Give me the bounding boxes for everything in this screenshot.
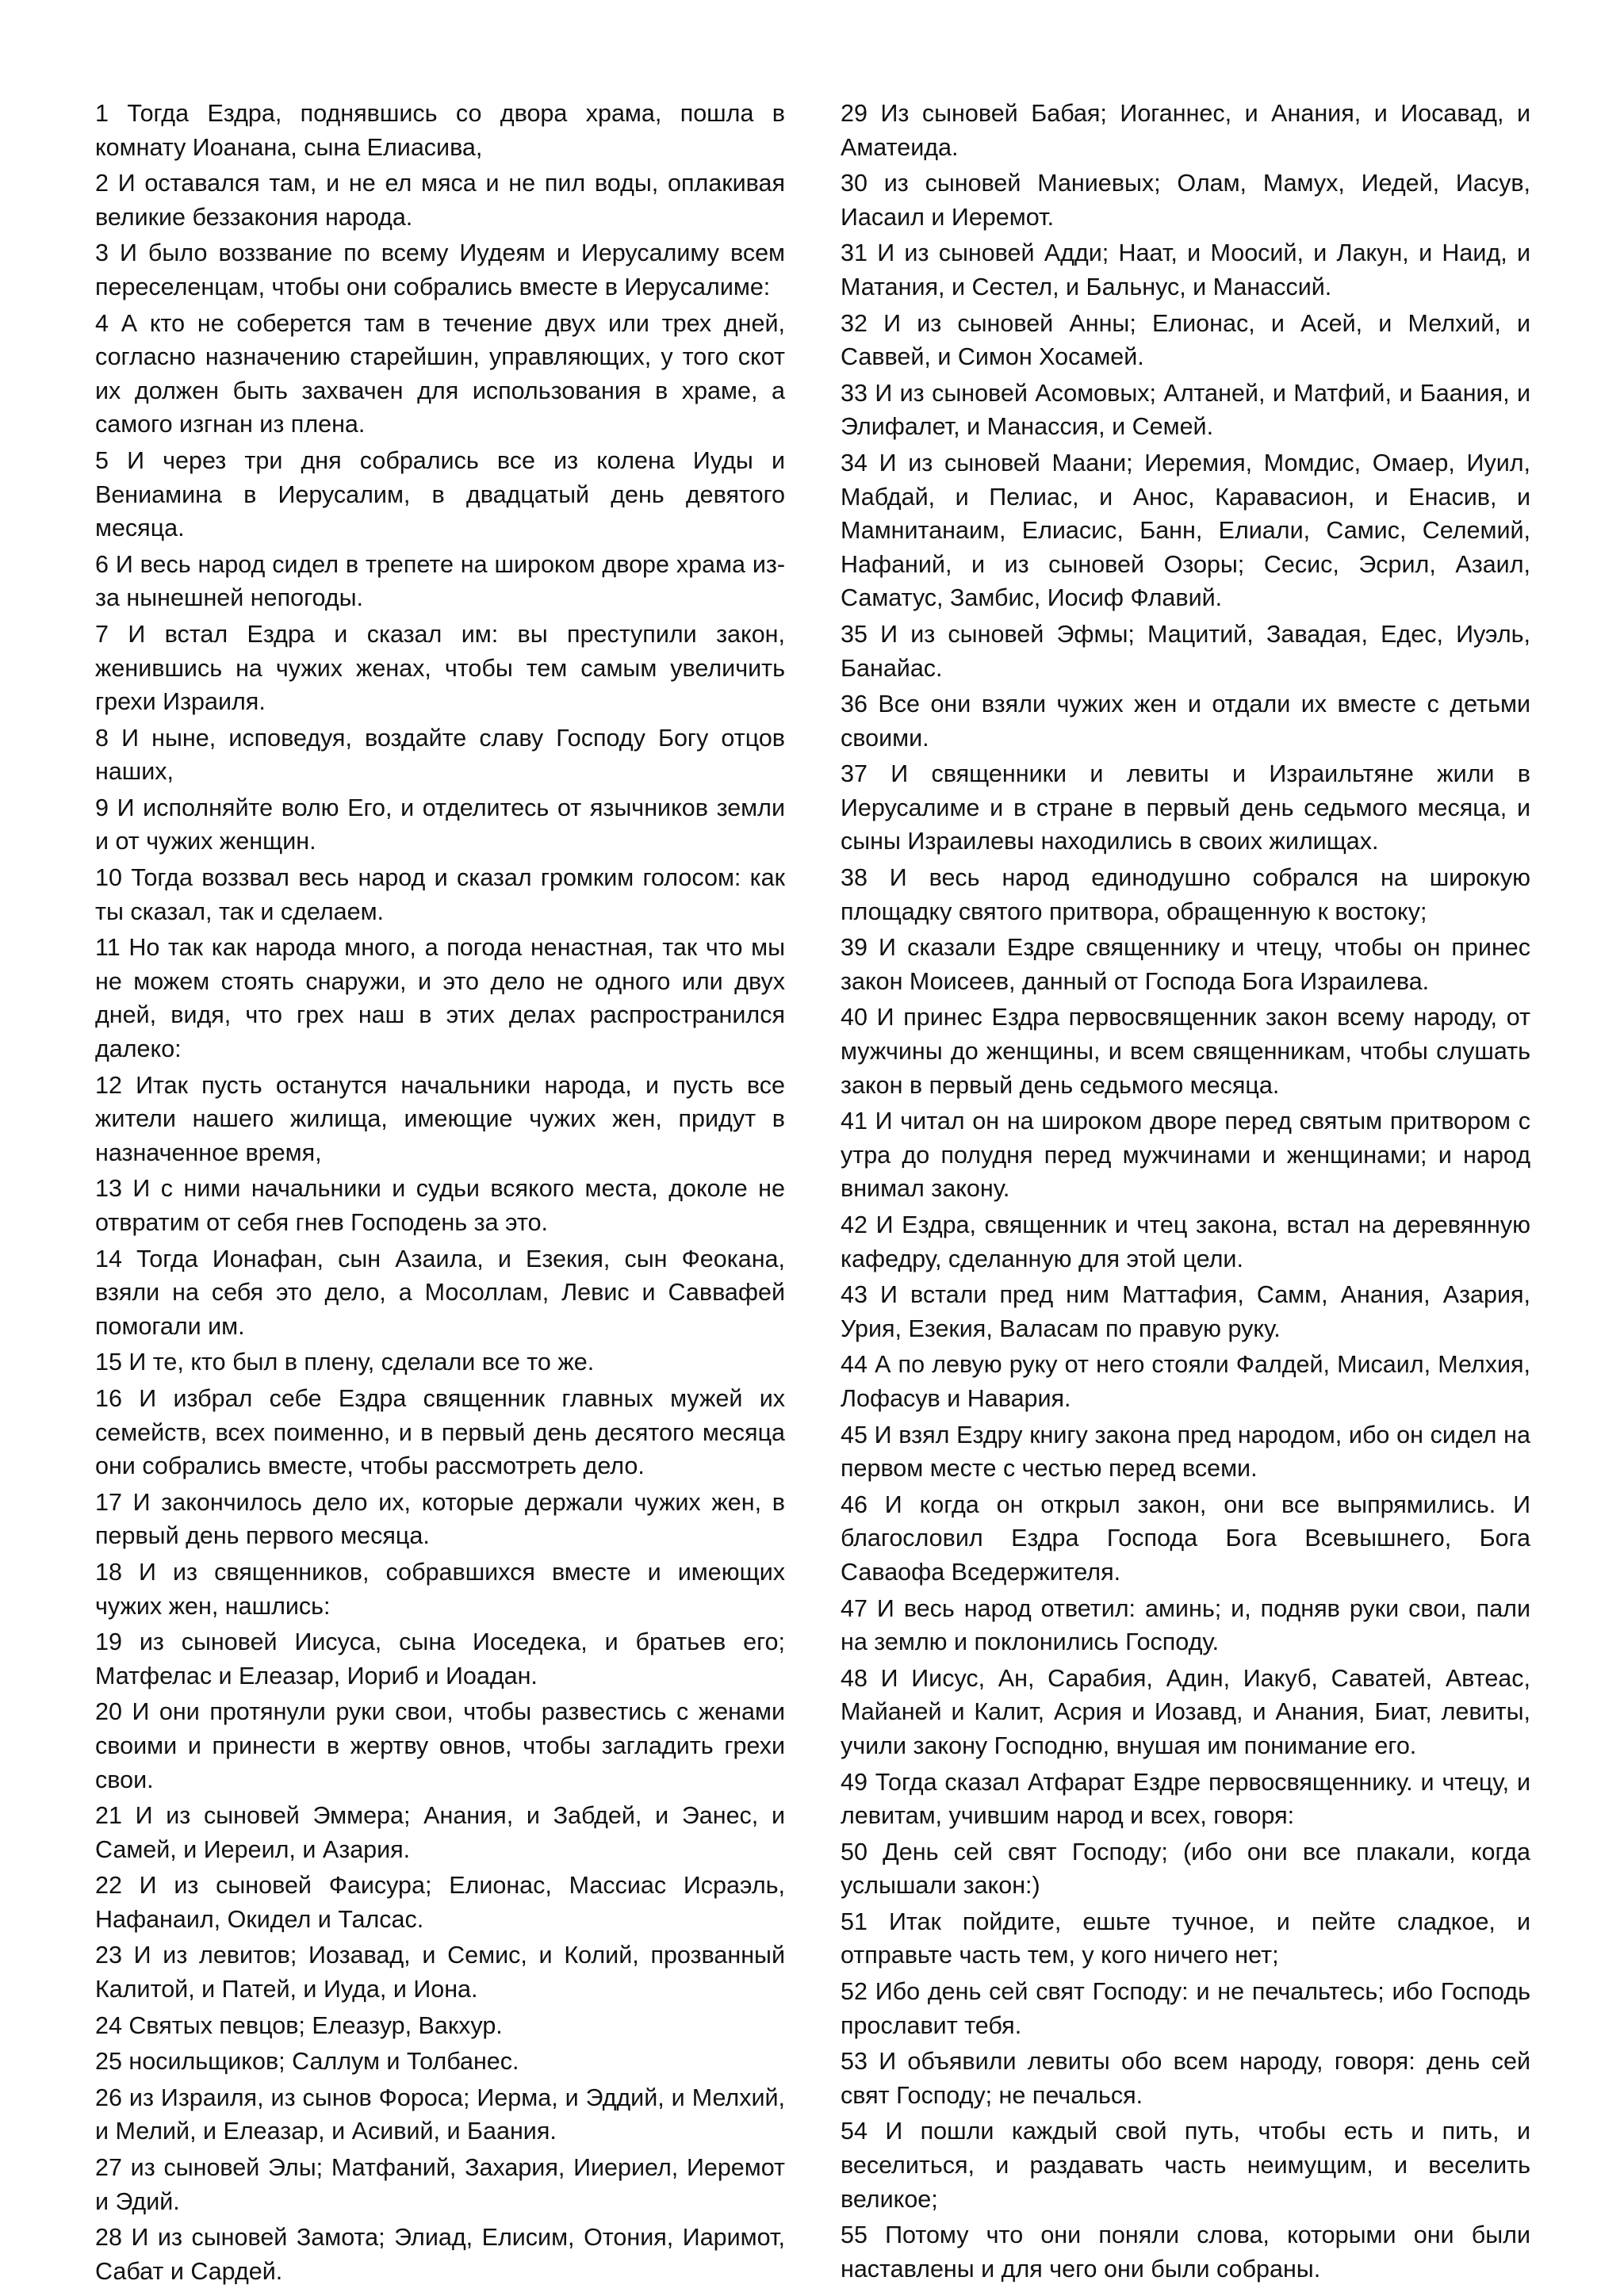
verse: 46 И когда он открыл закон, они все выпрямились. И благословил Ездра Господа Бога Всевышнего, Бога Саваофа Вседержителя. (841, 1490, 1530, 1586)
verse: 50 День сей свят Господу; (ибо они все плакали, когда услышали закон:) (841, 1838, 1530, 1900)
verse: 47 И весь народ ответил: аминь; и, подняв руки свои, пали на землю и поклонились Господу. (841, 1594, 1530, 1656)
verse: 49 Тогда сказал Атфарат Ездре первосвященнику. и чтецу, и левитам, учившим народ и всех, говоря: (841, 1768, 1530, 1830)
verse: 10 Тогда воззвал весь народ и сказал громким голосом: как ты сказал, так и сделаем. (95, 864, 785, 925)
verse: 3 И было воззвание по всему Иудеям и Иерусалиму всем переселенцам, чтобы они собрались вместе в Иерусалиме: (95, 239, 785, 300)
verse: 24 Святых певцов; Елеазур, Вакхур. (95, 2011, 503, 2039)
verse: 48 И Иисус, Ан, Сарабия, Адин, Иакуб, Саватей, Автеас, Майаней и Калит, Асрия и Иозавд, и Анания, Биат, левиты, учили закону Господню, внушая им понимание его. (841, 1664, 1530, 1759)
verse: 19 из сыновей Иисуса, сына Иоседека, и братьев его; Матфелас и Елеазар, Иориб и Иоадан. (95, 1628, 785, 1689)
verse: 35 И из сыновей Эфмы; Мацитий, Завадая, Едес, Иуэль, Банайас. (841, 620, 1530, 682)
verse: 54 И пошли каждый свой путь, чтобы есть и пить, и веселиться, и раздавать часть неимущим, и веселить великое; (841, 2118, 1530, 2213)
verse: 6 И весь народ сидел в трепете на широком дворе храма из-за нынешней непогоды. (95, 550, 785, 612)
verse: 44 А по левую руку от него стояли Фалдей, Мисаил, Мелхия, Лофасув и Навария. (841, 1351, 1530, 1412)
verse: 7 И встал Ездра и сказал им: вы преступили закон, женившись на чужих женах, чтобы тем самым увеличить грехи Израиля. (95, 620, 785, 716)
verse: 12 Итак пусть останутся начальники народа, и пусть все жители нашего жилища, имеющие чужих жен, придут в назначенное время, (95, 1071, 785, 1166)
verse: 5 И через три дня собрались все из колена Иуды и Вениамина в Иерусалим, в двадцатый день девятого месяца. (95, 446, 785, 542)
verse: 11 Но так как народа много, а погода ненастная, так что мы не можем стоять снаружи, и это дело не одного или двух дней, видя, что грех наш в этих делах распространился далеко: (95, 934, 785, 1063)
verse: 17 И закончилось дело их, которые держали чужих жен, в первый день первого месяца. (95, 1488, 785, 1550)
verse: 20 И они протянули руки свои, чтобы развестись с женами своими и принести в жертву овнов, чтобы загладить грехи свои. (95, 1698, 785, 1793)
verse: 42 И Ездра, священник и чтец закона, встал на деревянную кафедру, сделанную для этой цели. (841, 1211, 1530, 1272)
verse: 30 из сыновей Маниевых; Олам, Мамух, Иедей, Иасув, Иасаил и Иеремот. (841, 170, 1530, 231)
verse: 1 Тогда Ездра, поднявшись со двора храма, пошла в комнату Иоанана, сына Елиасива, (95, 100, 785, 161)
verse: 2 И оставался там, и не ел мяса и не пил воды, оплакивая великие беззакония народа. (95, 170, 785, 231)
verse: 36 Все они взяли чужих жен и отдали их вместе с детьми своими. (841, 691, 1530, 752)
verse: 37 И священники и левиты и Израильтяне жили в Иерусалиме и в стране в первый день седьмого месяца, и сыны Израилевы находились в своих жилищах. (841, 760, 1530, 855)
document-page (95, 97, 1530, 2285)
verse: 38 И весь народ единодушно собрался на широкую площадку святого притвора, обращенную к востоку; (841, 864, 1530, 925)
verse: 4 А кто не соберется там в течение двух или трех дней, согласно назначению старейшин, управляющих, у того скот их должен быть захвачен для использования в храме, а самого изгнан из плена. (95, 309, 785, 438)
verse: 14 Тогда Ионафан, сын Азаила, и Езекия, сын Феокана, взяли на себя это дело, а Мосоллам, Левис и Саввафей помогали им. (95, 1245, 785, 1340)
verse: 15 И те, кто был в плену, сделали все то же. (95, 1349, 595, 1376)
verse: 53 И объявили левиты обо всем народу, говоря: день сей свят Господу; не печалься. (841, 2048, 1530, 2109)
verse: 29 Из сыновей Бабая; Иоганнес, и Анания, и Иосавад, и Аматеида. (841, 100, 1530, 161)
verse: 34 И из сыновей Маани; Иеремия, Момдис, Омаер, Иуил, Мабдай, и Пелиас, и Анос, Каравасион, и Енасив, и Мамнитанаим, Елиасис, Банн, Елиали, Самис, Селемий, Нафаний, и из сыновей Озоры; Сесис, Эсрил, Азаил, Саматус, Замбис, Иосиф Флавий. (841, 449, 1530, 612)
verse: 9 И исполняйте волю Его, и отделитесь от язычников земли и от чужих женщин. (95, 794, 785, 855)
verse: 32 И из сыновей Анны; Елионас, и Асей, и Мелхий, и Саввей, и Симон Хосамей. (841, 309, 1530, 371)
verse: 18 И из священников, собравшихся вместе и имеющих чужих жен, нашлись: (95, 1558, 785, 1620)
verse: 28 И из сыновей Замота; Элиад, Елисим, Отония, Иаримот, Сабат и Сардей. (95, 2224, 785, 2285)
verse: 51 Итак пойдите, ешьте тучное, и пейте сладкое, и отправьте часть тем, у кого ничего нет; (841, 1908, 1530, 1969)
verse: 27 из сыновей Элы; Матфаний, Захария, Ииериел, Иеремот и Эдий. (95, 2154, 785, 2215)
verse: 40 И принес Ездра первосвященник закон всему народу, от мужчины до женщины, и всем священникам, чтобы слушать закон в первый день седьмого месяца. (841, 1004, 1530, 1099)
verse: 52 Ибо день сей свят Господу: и не печальтесь; ибо Господь прославит тебя. (841, 1978, 1530, 2039)
right-column (841, 97, 1530, 2283)
verse: 45 И взял Ездру книгу закона пред народом, ибо он сидел на первом месте с честью перед всеми. (841, 1421, 1530, 1483)
verse: 8 И ныне, исповедуя, воздайте славу Господу Богу отцов наших, (95, 724, 785, 786)
left-column (95, 97, 785, 2285)
verse: 39 И сказали Ездре священнику и чтецу, чтобы он принес закон Моисеев, данный от Господа Бога Израилева. (841, 934, 1530, 995)
verse: 22 И из сыновей Фаисура; Елионас, Массиас Исраэль, Нафанаил, Окидел и Талсас. (95, 1872, 785, 1933)
verse: 23 И из левитов; Иозавад, и Семис, и Колий, прозванный Калитой, и Патей, и Иуда, и Иона. (95, 1942, 785, 2003)
verse: 43 И встали пред ним Маттафия, Самм, Анания, Азария, Урия, Езекия, Валасам по правую руку. (841, 1281, 1530, 1342)
verse: 31 И из сыновей Адди; Наат, и Моосий, и Лакун, и Наид, и Матания, и Сестел, и Бальнус, и Манассий. (841, 239, 1530, 300)
verse: 25 носильщиков; Саллум и Толбанес. (95, 2048, 519, 2076)
verse: 13 И с ними начальники и судьи всякого места, доколе не отвратим от себя гнев Господень за это. (95, 1175, 785, 1236)
verse: 21 И из сыновей Эммера; Анания, и Забдей, и Эанес, и Самей, и Иереил, и Азария. (95, 1802, 785, 1863)
verse: 41 И читал он на широком дворе перед святым притвором с утра до полудня перед мужчинами и женщинами; и народ внимал закону. (841, 1108, 1530, 1203)
verse: 26 из Израиля, из сынов Фороса; Иерма, и Эддий, и Мелхий, и Мелий, и Елеазар, и Асивий, и Баания. (95, 2084, 785, 2145)
verse: 16 И избрал себе Ездра священник главных мужей их семейств, всех поименно, и в первый день десятого месяца они собрались вместе, чтобы рассмотреть дело. (95, 1384, 785, 1480)
verse: 55 Потому что они поняли слова, которыми они были наставлены и для чего они были собраны. (841, 2221, 1530, 2283)
verse: 33 И из сыновей Асомовых; Алтаней, и Матфий, и Баания, и Элифалет, и Манассия, и Семей. (841, 379, 1530, 441)
